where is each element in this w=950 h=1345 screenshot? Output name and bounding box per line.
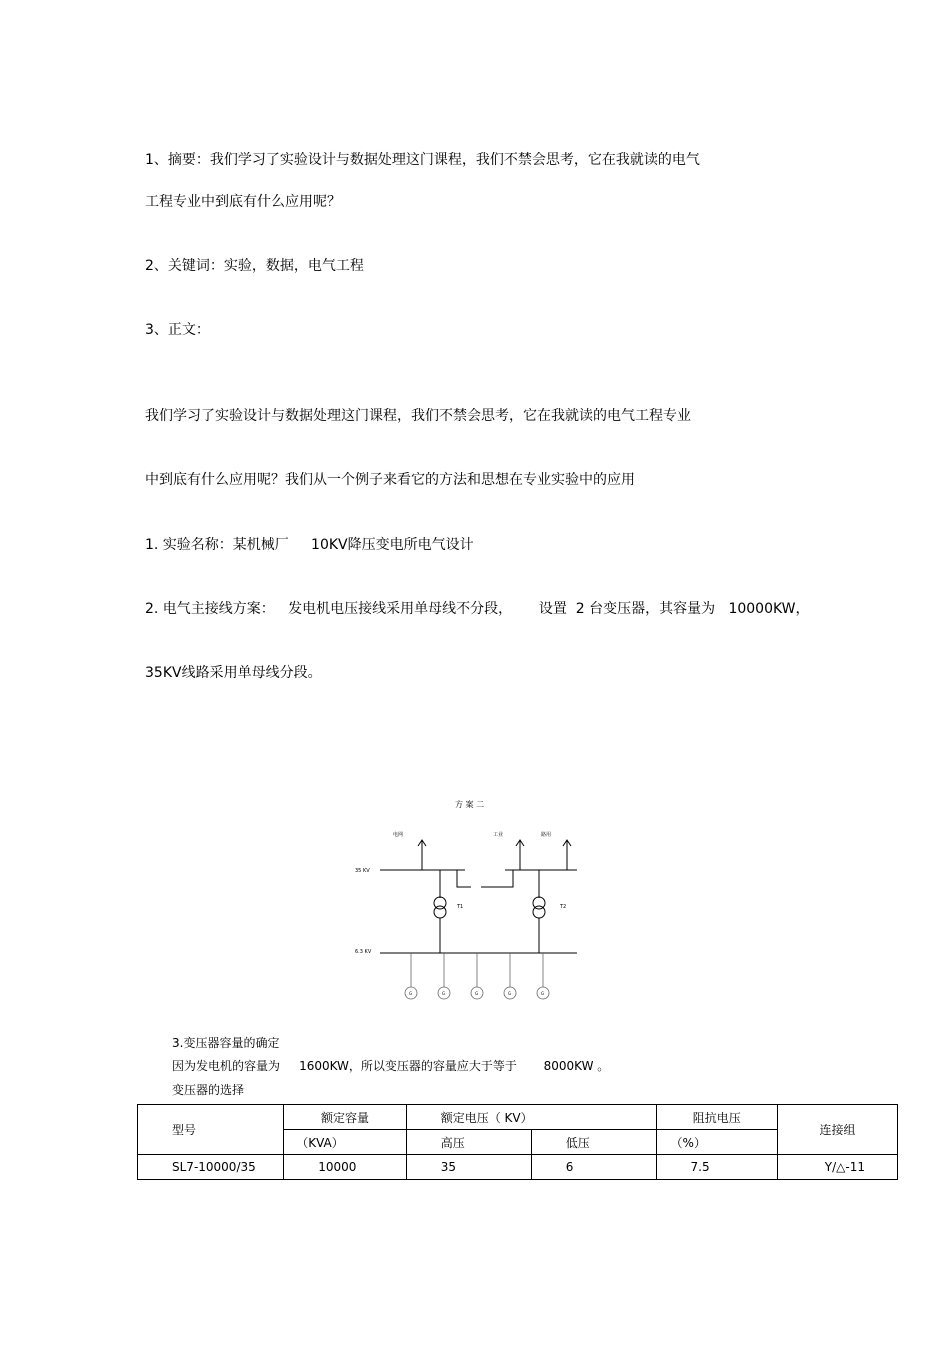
tie-right: [481, 870, 513, 887]
header-capacity: 额定容量: [284, 1105, 406, 1130]
item-2-line-1: 2. 电气主接线方案： 发电机电压接线采用单母线不分段， 设置 2 台变压器，其容量为 10000KW，: [145, 601, 810, 617]
label-industry: 工业: [493, 832, 504, 838]
abstract-line-2: 工程专业中到底有什么应用呢？: [145, 194, 341, 210]
outgoing-line-industry: [516, 840, 524, 870]
table-row: [138, 1155, 898, 1180]
transformer-t2: [533, 870, 545, 953]
cell-model: SL7-10000/35: [138, 1155, 284, 1180]
header-capacity-unit: （KVA）: [284, 1130, 406, 1155]
gen-5-label: G: [541, 991, 545, 996]
t2-label: T2: [560, 904, 567, 910]
outgoing-line-other: [563, 840, 571, 870]
gen-1-label: G: [409, 991, 413, 996]
cell-impedance: 7.5: [656, 1155, 777, 1180]
header-model: 型号: [138, 1105, 284, 1155]
cell-capacity: 10000: [284, 1155, 406, 1180]
section-3-selection: 变压器的选择: [172, 1083, 245, 1097]
header-impedance: 阻抗电压: [656, 1105, 777, 1130]
body-heading: 3、正文：: [145, 322, 210, 338]
section-3-title: 3.变压器容量的确定: [172, 1036, 280, 1050]
item-1: 1. 实验名称：某机械厂 10KV降压变电所电气设计: [145, 537, 474, 553]
header-voltage: 额定电压（ KV）: [406, 1105, 656, 1130]
item-2-line-2: 35KV线路采用单母线分段。: [145, 665, 322, 681]
t1-label: T1: [457, 904, 464, 910]
section-3-text: 因为发电机的容量为 1600KW，所以变压器的容量应大于等于 8000KW 。: [172, 1059, 610, 1073]
label-other: 路用: [541, 832, 552, 838]
transformer-t1: [434, 870, 446, 953]
wiring-diagram: [345, 790, 585, 1010]
gen-4-label: G: [508, 991, 512, 996]
diagram-title: 方 案 二: [455, 800, 485, 809]
bus-low-label: 6.3 KV: [355, 949, 372, 955]
cell-high: 35: [406, 1155, 531, 1180]
label-grid: 电网: [393, 832, 404, 838]
header-high: 高压: [406, 1130, 531, 1155]
body-line-1: 我们学习了实验设计与数据处理这门课程，我们不禁会思考，它在我就读的电气工程专业: [145, 408, 691, 424]
header-impedance-unit: （%）: [656, 1130, 777, 1155]
header-group: 连接组: [777, 1105, 897, 1155]
bus-high-label: 35 KV: [355, 868, 370, 874]
outgoing-line-grid: [418, 840, 426, 870]
header-low: 低压: [531, 1130, 656, 1155]
body-line-2: 中到底有什么应用呢？我们从一个例子来看它的方法和思想在专业实验中的应用: [145, 472, 635, 488]
tie-left: [457, 870, 471, 887]
gen-2-label: G: [442, 991, 446, 996]
cell-low: 6: [531, 1155, 656, 1180]
abstract-line-1: 1、摘要：我们学习了实验设计与数据处理这门课程，我们不禁会思考，它在我就读的电气: [145, 152, 700, 168]
cell-group: Y/△-11: [777, 1155, 897, 1180]
gen-3-label: G: [475, 991, 479, 996]
transformer-spec-table: [137, 1104, 898, 1180]
keywords: 2、关键词：实验，数据，电气工程: [145, 258, 364, 274]
